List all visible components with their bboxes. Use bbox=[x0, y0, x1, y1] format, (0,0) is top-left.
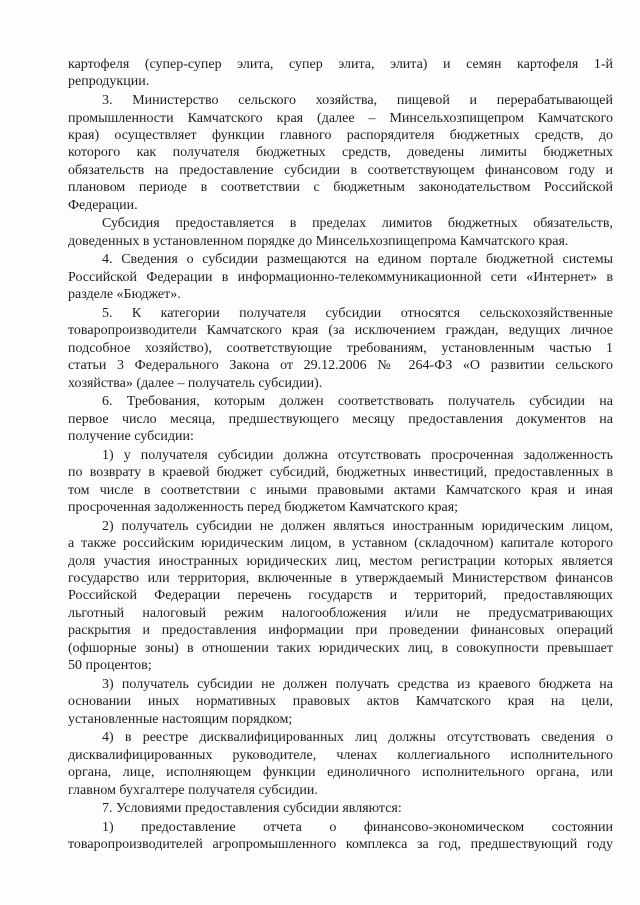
text-line: раскрытия и предоставления информации при проведении финансовых операций bbox=[68, 623, 613, 639]
paragraph-6 bbox=[68, 393, 613, 445]
text-line: картофеля (супер-супер элита, супер элита, элита) и семян картофеля 1-й bbox=[68, 57, 613, 72]
paragraph-6-item-1 bbox=[68, 447, 613, 517]
text-line: 5. К категории получателя субсидии относятся сельскохозяйственные bbox=[102, 306, 613, 322]
text-line: 2) получатель субсидии не должен являться иностранным юридическим лицом, bbox=[102, 518, 613, 534]
text-line: разделе «Бюджет». bbox=[68, 287, 181, 303]
paragraph-5 bbox=[68, 305, 613, 392]
text-line: репродукции. bbox=[68, 74, 150, 90]
text-line: получение субсидии: bbox=[68, 429, 194, 445]
text-line: плановом периоде в соответствии с бюджетным законодательством Российской bbox=[68, 180, 613, 196]
paragraph-1 bbox=[68, 56, 613, 91]
text-line: 3) получатель субсидии не должен получать средства из краевого бюджета на bbox=[102, 676, 613, 692]
text-line: края) осуществляет функции главного распорядителя бюджетных средств, до bbox=[68, 127, 613, 143]
text-line: льготный налоговый режим налогообложения и/или не предусматривающих bbox=[68, 605, 613, 621]
text-line: по возврату в краевой бюджет субсидий, бюджетных инвестиций, предоставленных в bbox=[68, 465, 613, 481]
text-line: Российской Федерации перечень государств и территорий, предоставляющих bbox=[68, 588, 613, 604]
paragraph-4 bbox=[68, 251, 613, 303]
text-line: 50 процентов; bbox=[68, 658, 152, 674]
text-line: (офшорные зоны) в отношении таких юридических лиц, в совокупности превышает bbox=[68, 640, 613, 656]
text-line: хозяйства» (далее – получатель субсидии). bbox=[68, 375, 323, 391]
text-line: государство или территория, включенные в утверждаемый Министерством финансов bbox=[68, 571, 613, 587]
text-line: доведенных в установленном порядке до Минсельхозпищепрома Камчатского края. bbox=[68, 233, 569, 249]
paragraph-7 bbox=[68, 800, 613, 817]
text-line: основании иных нормативных правовых актов Камчатского края на цели, bbox=[68, 694, 613, 710]
text-line: подсобное хозяйство), соответствующие требованиям, установленным частью 1 bbox=[68, 340, 613, 356]
text-line: промышленности Камчатского края (далее – Минсельхозпищепром Камчатского bbox=[68, 110, 613, 126]
paragraph-subsidy bbox=[68, 215, 613, 250]
text-line: 4) в реестре дисквалифицированных лиц должны отсутствовать сведения о bbox=[102, 730, 613, 746]
text-line: просроченная задолженность перед бюджетом Камчатского края; bbox=[68, 500, 459, 516]
text-line: 1) у получателя субсидии должна отсутствовать просроченная задолженность bbox=[102, 447, 613, 463]
text-line: доля участия иностранных юридических лиц, местом регистрации которых является bbox=[68, 553, 613, 569]
paragraph-6-item-2 bbox=[68, 518, 613, 675]
text-line: органа, лице, исполняющем функции единоличного исполнительного органа, или bbox=[68, 765, 613, 781]
text-line: 1) предоставление отчета о финансово-экономическом состоянии bbox=[102, 820, 613, 836]
document-body bbox=[68, 56, 613, 855]
text-line: 6. Требования, которым должен соответствовать получатель субсидии на bbox=[102, 394, 613, 410]
text-line: главном бухгалтере получателя субсидии. bbox=[68, 782, 318, 798]
text-line: 4. Сведения о субсидии размещаются на едином портале бюджетной системы bbox=[102, 252, 613, 268]
text-line: первое число месяца, предшествующего месяцу предоставления документов на bbox=[68, 411, 613, 427]
paragraph-7-item-1 bbox=[68, 819, 613, 854]
text-line: а также российским юридическим лицом, в уставном (складочном) капитале которого bbox=[68, 536, 613, 552]
text-line: которого как получателя бюджетных средств, доведены лимиты бюджетных bbox=[68, 145, 613, 161]
paragraph-6-item-3 bbox=[68, 676, 613, 728]
paragraph-3 bbox=[68, 92, 613, 214]
text-line: установленные настоящим порядком; bbox=[68, 711, 293, 727]
text-line: обязательств на предоставление субсидии в соответствующем финансовом году и bbox=[68, 162, 613, 178]
text-line: Федерации. bbox=[68, 197, 138, 213]
text-line: 3. Министерство сельского хозяйства, пищевой и перерабатывающей bbox=[102, 93, 613, 109]
text-line: Российской Федерации в информационно-телекоммуникационной сети «Интернет» в bbox=[68, 269, 613, 285]
text-line: 7. Условиями предоставления субсидии являются: bbox=[102, 801, 402, 817]
paragraph-6-item-4 bbox=[68, 729, 613, 799]
text-line: товаропроизводителей агропромышленного комплекса за год, предшествующий году bbox=[68, 837, 613, 853]
text-line: том числе в соответствии с иными правовыми актами Камчатского края и иная bbox=[68, 482, 613, 498]
text-line: товаропроизводители Камчатского края (за исключением граждан, ведущих личное bbox=[68, 323, 613, 339]
text-line: статьи 3 Федерального Закона от 29.12.2006 № 264-ФЗ «О развитии сельского bbox=[68, 358, 613, 374]
text-line: дисквалифицированных руководителе, членах коллегиального исполнительного bbox=[68, 747, 613, 763]
text-line: Субсидия предоставляется в пределах лимитов бюджетных обязательств, bbox=[102, 216, 613, 232]
